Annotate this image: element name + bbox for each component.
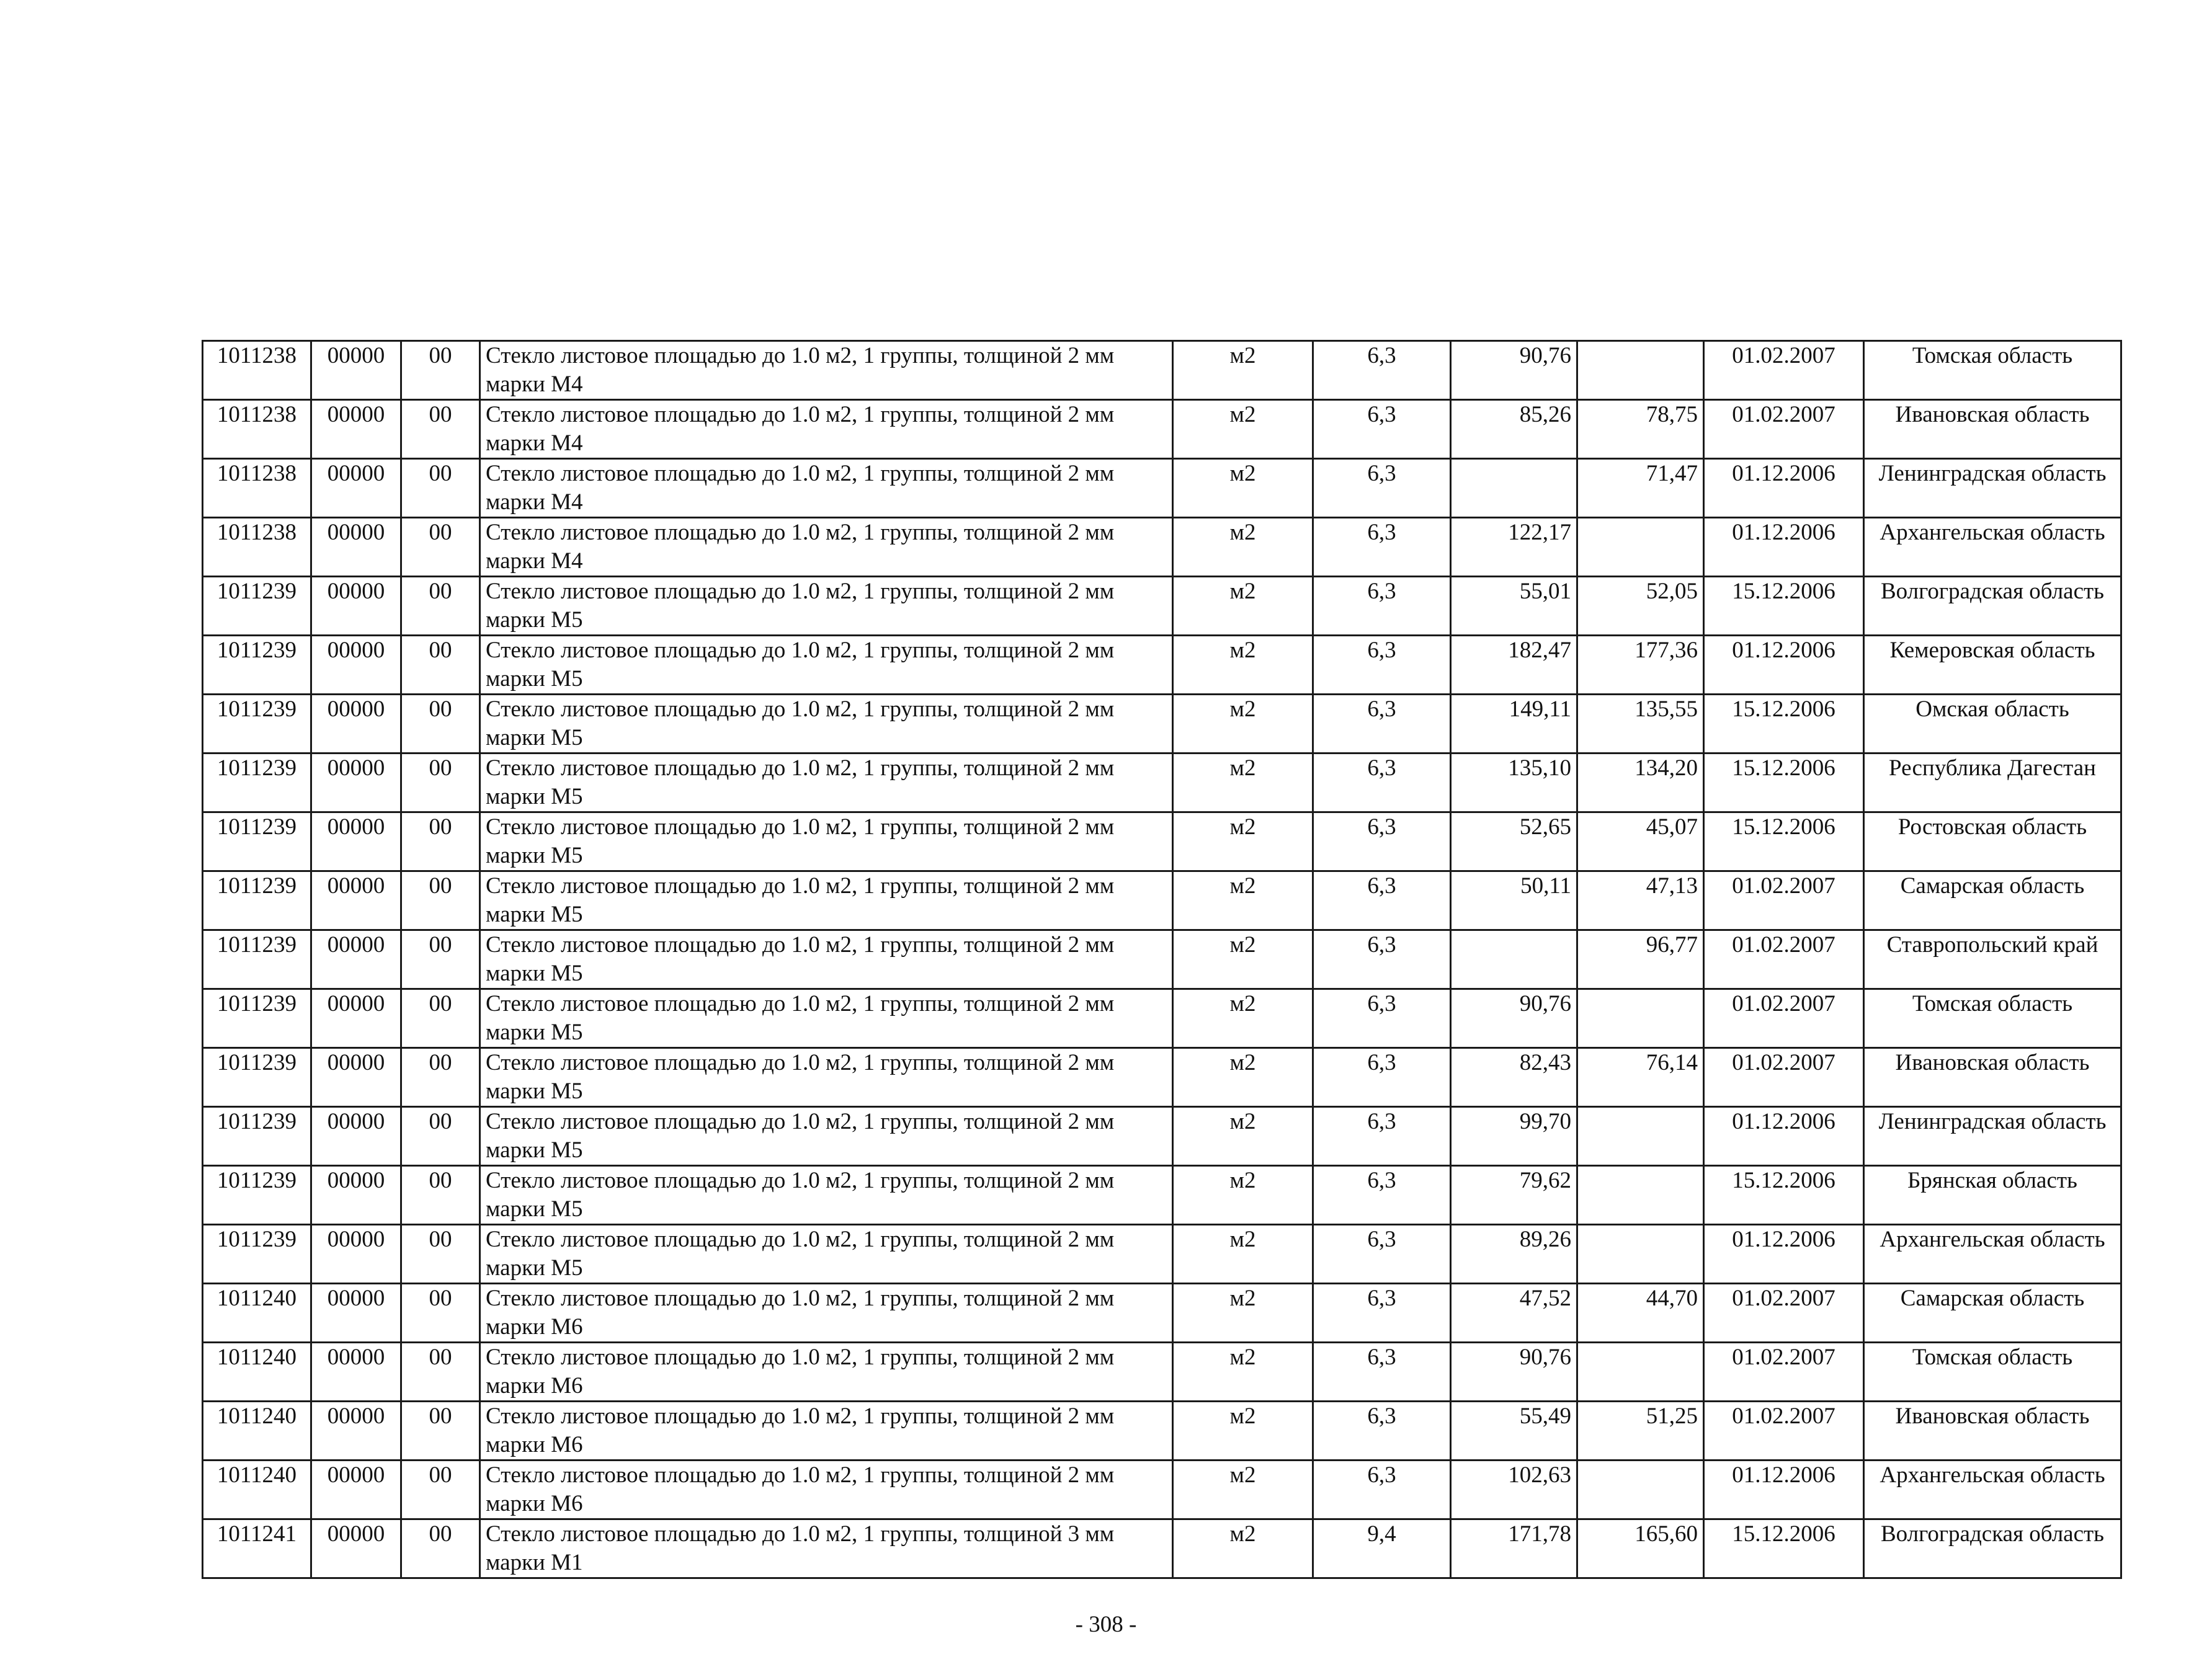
- subcode-cell: 00000: [311, 1519, 401, 1578]
- variant-cell: 00: [401, 989, 480, 1048]
- unit-cell: м2: [1173, 1402, 1313, 1461]
- date-cell: 01.02.2007: [1704, 930, 1864, 989]
- resource-code-cell: 1011239: [203, 695, 311, 754]
- subcode-cell: 00000: [311, 1048, 401, 1107]
- resource-code-cell: 1011241: [203, 1519, 311, 1578]
- resource-code-cell: 1011239: [203, 812, 311, 871]
- resource-code-cell: 1011238: [203, 518, 311, 577]
- table-row: [203, 1519, 2121, 1578]
- coefficient-cell: 6,3: [1313, 1107, 1451, 1166]
- resource-code-cell: 1011240: [203, 1461, 311, 1519]
- unit-cell: м2: [1173, 1461, 1313, 1519]
- variant-cell: 00: [401, 1048, 480, 1107]
- coefficient-cell: 6,3: [1313, 636, 1451, 695]
- price-excl-cell: 76,14: [1577, 1048, 1704, 1107]
- variant-cell: 00: [401, 636, 480, 695]
- price-excl-cell: 134,20: [1577, 754, 1704, 812]
- coefficient-cell: 6,3: [1313, 812, 1451, 871]
- price-cell: 55,49: [1451, 1402, 1577, 1461]
- region-cell: Омская область: [1864, 695, 2121, 754]
- unit-cell: м2: [1173, 400, 1313, 459]
- material-name-cell: Стекло листовое площадью до 1.0 м2, 1 группы, толщиной 2 мм марки М5: [480, 871, 1173, 930]
- resource-code-cell: 1011239: [203, 871, 311, 930]
- price-excl-cell: 177,36: [1577, 636, 1704, 695]
- table-row: [203, 1284, 2121, 1343]
- material-name-cell: Стекло листовое площадью до 1.0 м2, 1 группы, толщиной 2 мм марки М5: [480, 754, 1173, 812]
- coefficient-cell: 6,3: [1313, 930, 1451, 989]
- table-row: [203, 1166, 2121, 1225]
- unit-cell: м2: [1173, 459, 1313, 518]
- coefficient-cell: 6,3: [1313, 1461, 1451, 1519]
- price-excl-cell: 135,55: [1577, 695, 1704, 754]
- material-name-cell: Стекло листовое площадью до 1.0 м2, 1 группы, толщиной 2 мм марки М4: [480, 459, 1173, 518]
- coefficient-cell: 6,3: [1313, 518, 1451, 577]
- price-excl-cell: 96,77: [1577, 930, 1704, 989]
- material-name-cell: Стекло листовое площадью до 1.0 м2, 1 группы, толщиной 2 мм марки М5: [480, 1166, 1173, 1225]
- price-excl-cell: 47,13: [1577, 871, 1704, 930]
- material-name-cell: Стекло листовое площадью до 1.0 м2, 1 группы, толщиной 2 мм марки М4: [480, 341, 1173, 400]
- subcode-cell: 00000: [311, 871, 401, 930]
- date-cell: 15.12.2006: [1704, 812, 1864, 871]
- unit-cell: м2: [1173, 754, 1313, 812]
- table-row: [203, 459, 2121, 518]
- material-name-cell: Стекло листовое площадью до 1.0 м2, 1 группы, толщиной 3 мм марки М1: [480, 1519, 1173, 1578]
- variant-cell: 00: [401, 930, 480, 989]
- variant-cell: 00: [401, 518, 480, 577]
- date-cell: 15.12.2006: [1704, 754, 1864, 812]
- coefficient-cell: 6,3: [1313, 871, 1451, 930]
- table-row: [203, 695, 2121, 754]
- subcode-cell: 00000: [311, 1461, 401, 1519]
- region-cell: Ивановская область: [1864, 400, 2121, 459]
- subcode-cell: 00000: [311, 754, 401, 812]
- table-row: [203, 518, 2121, 577]
- region-cell: Архангельская область: [1864, 518, 2121, 577]
- price-table: [202, 340, 2122, 1579]
- variant-cell: 00: [401, 1519, 480, 1578]
- price-cell: 135,10: [1451, 754, 1577, 812]
- table-row: [203, 1048, 2121, 1107]
- coefficient-cell: 6,3: [1313, 459, 1451, 518]
- variant-cell: 00: [401, 754, 480, 812]
- table-row: [203, 989, 2121, 1048]
- date-cell: 01.02.2007: [1704, 1048, 1864, 1107]
- table-row: [203, 871, 2121, 930]
- material-name-cell: Стекло листовое площадью до 1.0 м2, 1 группы, толщиной 2 мм марки М5: [480, 636, 1173, 695]
- price-cell: 122,17: [1451, 518, 1577, 577]
- coefficient-cell: 6,3: [1313, 341, 1451, 400]
- price-cell: [1451, 459, 1577, 518]
- unit-cell: м2: [1173, 1107, 1313, 1166]
- price-excl-cell: [1577, 1461, 1704, 1519]
- price-cell: 182,47: [1451, 636, 1577, 695]
- unit-cell: м2: [1173, 1284, 1313, 1343]
- price-cell: 82,43: [1451, 1048, 1577, 1107]
- variant-cell: 00: [401, 341, 480, 400]
- price-cell: 79,62: [1451, 1166, 1577, 1225]
- variant-cell: 00: [401, 1402, 480, 1461]
- price-cell: 89,26: [1451, 1225, 1577, 1284]
- material-name-cell: Стекло листовое площадью до 1.0 м2, 1 группы, толщиной 2 мм марки М5: [480, 577, 1173, 636]
- unit-cell: м2: [1173, 1519, 1313, 1578]
- region-cell: Ивановская область: [1864, 1048, 2121, 1107]
- resource-code-cell: 1011239: [203, 930, 311, 989]
- price-cell: 85,26: [1451, 400, 1577, 459]
- region-cell: Томская область: [1864, 1343, 2121, 1402]
- subcode-cell: 00000: [311, 812, 401, 871]
- material-name-cell: Стекло листовое площадью до 1.0 м2, 1 группы, толщиной 2 мм марки М6: [480, 1402, 1173, 1461]
- price-cell: 52,65: [1451, 812, 1577, 871]
- region-cell: Республика Дагестан: [1864, 754, 2121, 812]
- variant-cell: 00: [401, 812, 480, 871]
- date-cell: 01.02.2007: [1704, 341, 1864, 400]
- coefficient-cell: 9,4: [1313, 1519, 1451, 1578]
- price-excl-cell: 165,60: [1577, 1519, 1704, 1578]
- table-row: [203, 812, 2121, 871]
- price-excl-cell: [1577, 341, 1704, 400]
- date-cell: 15.12.2006: [1704, 1166, 1864, 1225]
- table-row: [203, 754, 2121, 812]
- unit-cell: м2: [1173, 1225, 1313, 1284]
- coefficient-cell: 6,3: [1313, 577, 1451, 636]
- resource-code-cell: 1011239: [203, 1107, 311, 1166]
- subcode-cell: 00000: [311, 400, 401, 459]
- table-row: [203, 1461, 2121, 1519]
- page-number: - 308 -: [1075, 1612, 1137, 1637]
- table-row: [203, 1225, 2121, 1284]
- price-cell: 149,11: [1451, 695, 1577, 754]
- material-name-cell: Стекло листовое площадью до 1.0 м2, 1 группы, толщиной 2 мм марки М5: [480, 695, 1173, 754]
- variant-cell: 00: [401, 1166, 480, 1225]
- resource-code-cell: 1011239: [203, 1048, 311, 1107]
- table-row: [203, 341, 2121, 400]
- date-cell: 01.12.2006: [1704, 459, 1864, 518]
- price-cell: 90,76: [1451, 989, 1577, 1048]
- region-cell: Ленинградская область: [1864, 1107, 2121, 1166]
- date-cell: 01.12.2006: [1704, 1225, 1864, 1284]
- subcode-cell: 00000: [311, 459, 401, 518]
- resource-code-cell: 1011239: [203, 1166, 311, 1225]
- price-cell: 47,52: [1451, 1284, 1577, 1343]
- date-cell: 01.02.2007: [1704, 871, 1864, 930]
- region-cell: Архангельская область: [1864, 1225, 2121, 1284]
- date-cell: 01.12.2006: [1704, 1107, 1864, 1166]
- resource-code-cell: 1011240: [203, 1284, 311, 1343]
- material-name-cell: Стекло листовое площадью до 1.0 м2, 1 группы, толщиной 2 мм марки М6: [480, 1284, 1173, 1343]
- subcode-cell: 00000: [311, 930, 401, 989]
- subcode-cell: 00000: [311, 518, 401, 577]
- price-cell: 90,76: [1451, 341, 1577, 400]
- price-cell: 102,63: [1451, 1461, 1577, 1519]
- resource-code-cell: 1011239: [203, 989, 311, 1048]
- price-excl-cell: 52,05: [1577, 577, 1704, 636]
- resource-code-cell: 1011239: [203, 577, 311, 636]
- date-cell: 01.02.2007: [1704, 1402, 1864, 1461]
- variant-cell: 00: [401, 871, 480, 930]
- region-cell: Ростовская область: [1864, 812, 2121, 871]
- date-cell: 01.02.2007: [1704, 400, 1864, 459]
- region-cell: Самарская область: [1864, 871, 2121, 930]
- subcode-cell: 00000: [311, 1343, 401, 1402]
- material-name-cell: Стекло листовое площадью до 1.0 м2, 1 группы, толщиной 2 мм марки М4: [480, 400, 1173, 459]
- price-excl-cell: [1577, 1225, 1704, 1284]
- table-row: [203, 577, 2121, 636]
- coefficient-cell: 6,3: [1313, 754, 1451, 812]
- region-cell: Ленинградская область: [1864, 459, 2121, 518]
- table-body: [203, 341, 2121, 1578]
- material-name-cell: Стекло листовое площадью до 1.0 м2, 1 группы, толщиной 2 мм марки М5: [480, 1225, 1173, 1284]
- variant-cell: 00: [401, 1225, 480, 1284]
- region-cell: Волгоградская область: [1864, 577, 2121, 636]
- unit-cell: м2: [1173, 1343, 1313, 1402]
- date-cell: 15.12.2006: [1704, 577, 1864, 636]
- table-row: [203, 1402, 2121, 1461]
- resource-code-cell: 1011239: [203, 1225, 311, 1284]
- date-cell: 01.12.2006: [1704, 518, 1864, 577]
- subcode-cell: 00000: [311, 695, 401, 754]
- price-excl-cell: [1577, 1166, 1704, 1225]
- subcode-cell: 00000: [311, 341, 401, 400]
- price-excl-cell: [1577, 518, 1704, 577]
- resource-code-cell: 1011239: [203, 636, 311, 695]
- variant-cell: 00: [401, 1107, 480, 1166]
- subcode-cell: 00000: [311, 1402, 401, 1461]
- table-row: [203, 400, 2121, 459]
- resource-code-cell: 1011238: [203, 341, 311, 400]
- subcode-cell: 00000: [311, 577, 401, 636]
- coefficient-cell: 6,3: [1313, 1402, 1451, 1461]
- unit-cell: м2: [1173, 1166, 1313, 1225]
- price-excl-cell: 51,25: [1577, 1402, 1704, 1461]
- price-excl-cell: [1577, 1343, 1704, 1402]
- price-excl-cell: 78,75: [1577, 400, 1704, 459]
- coefficient-cell: 6,3: [1313, 695, 1451, 754]
- resource-code-cell: 1011238: [203, 459, 311, 518]
- coefficient-cell: 6,3: [1313, 1284, 1451, 1343]
- material-name-cell: Стекло листовое площадью до 1.0 м2, 1 группы, толщиной 2 мм марки М6: [480, 1461, 1173, 1519]
- subcode-cell: 00000: [311, 989, 401, 1048]
- resource-code-cell: 1011239: [203, 754, 311, 812]
- coefficient-cell: 6,3: [1313, 1166, 1451, 1225]
- date-cell: 15.12.2006: [1704, 695, 1864, 754]
- unit-cell: м2: [1173, 812, 1313, 871]
- subcode-cell: 00000: [311, 1166, 401, 1225]
- material-name-cell: Стекло листовое площадью до 1.0 м2, 1 группы, толщиной 2 мм марки М5: [480, 989, 1173, 1048]
- variant-cell: 00: [401, 459, 480, 518]
- region-cell: Ивановская область: [1864, 1402, 2121, 1461]
- table-row: [203, 636, 2121, 695]
- subcode-cell: 00000: [311, 636, 401, 695]
- material-name-cell: Стекло листовое площадью до 1.0 м2, 1 группы, толщиной 2 мм марки М5: [480, 812, 1173, 871]
- table-row: [203, 1107, 2121, 1166]
- price-cell: 50,11: [1451, 871, 1577, 930]
- unit-cell: м2: [1173, 871, 1313, 930]
- unit-cell: м2: [1173, 1048, 1313, 1107]
- price-excl-cell: [1577, 989, 1704, 1048]
- date-cell: 01.12.2006: [1704, 636, 1864, 695]
- date-cell: 01.02.2007: [1704, 1284, 1864, 1343]
- price-cell: 171,78: [1451, 1519, 1577, 1578]
- resource-code-cell: 1011238: [203, 400, 311, 459]
- price-cell: 90,76: [1451, 1343, 1577, 1402]
- price-cell: [1451, 930, 1577, 989]
- subcode-cell: 00000: [311, 1225, 401, 1284]
- region-cell: Томская область: [1864, 989, 2121, 1048]
- unit-cell: м2: [1173, 518, 1313, 577]
- table-row: [203, 1343, 2121, 1402]
- region-cell: Ставропольский край: [1864, 930, 2121, 989]
- material-name-cell: Стекло листовое площадью до 1.0 м2, 1 группы, толщиной 2 мм марки М4: [480, 518, 1173, 577]
- coefficient-cell: 6,3: [1313, 989, 1451, 1048]
- variant-cell: 00: [401, 400, 480, 459]
- variant-cell: 00: [401, 1343, 480, 1402]
- region-cell: Томская область: [1864, 341, 2121, 400]
- price-excl-cell: 71,47: [1577, 459, 1704, 518]
- region-cell: Самарская область: [1864, 1284, 2121, 1343]
- coefficient-cell: 6,3: [1313, 1343, 1451, 1402]
- price-excl-cell: [1577, 1107, 1704, 1166]
- date-cell: 15.12.2006: [1704, 1519, 1864, 1578]
- material-name-cell: Стекло листовое площадью до 1.0 м2, 1 группы, толщиной 2 мм марки М5: [480, 1048, 1173, 1107]
- resource-code-cell: 1011240: [203, 1402, 311, 1461]
- variant-cell: 00: [401, 1461, 480, 1519]
- coefficient-cell: 6,3: [1313, 1048, 1451, 1107]
- price-excl-cell: 45,07: [1577, 812, 1704, 871]
- material-name-cell: Стекло листовое площадью до 1.0 м2, 1 группы, толщиной 2 мм марки М5: [480, 930, 1173, 989]
- unit-cell: м2: [1173, 989, 1313, 1048]
- region-cell: Брянская область: [1864, 1166, 2121, 1225]
- variant-cell: 00: [401, 1284, 480, 1343]
- variant-cell: 00: [401, 695, 480, 754]
- coefficient-cell: 6,3: [1313, 1225, 1451, 1284]
- price-cell: 99,70: [1451, 1107, 1577, 1166]
- price-excl-cell: 44,70: [1577, 1284, 1704, 1343]
- unit-cell: м2: [1173, 695, 1313, 754]
- material-name-cell: Стекло листовое площадью до 1.0 м2, 1 группы, толщиной 2 мм марки М5: [480, 1107, 1173, 1166]
- unit-cell: м2: [1173, 930, 1313, 989]
- date-cell: 01.02.2007: [1704, 989, 1864, 1048]
- table-row: [203, 930, 2121, 989]
- coefficient-cell: 6,3: [1313, 400, 1451, 459]
- subcode-cell: 00000: [311, 1107, 401, 1166]
- region-cell: Кемеровская область: [1864, 636, 2121, 695]
- subcode-cell: 00000: [311, 1284, 401, 1343]
- date-cell: 01.02.2007: [1704, 1343, 1864, 1402]
- region-cell: Волгоградская область: [1864, 1519, 2121, 1578]
- material-name-cell: Стекло листовое площадью до 1.0 м2, 1 группы, толщиной 2 мм марки М6: [480, 1343, 1173, 1402]
- date-cell: 01.12.2006: [1704, 1461, 1864, 1519]
- unit-cell: м2: [1173, 341, 1313, 400]
- resource-code-cell: 1011240: [203, 1343, 311, 1402]
- unit-cell: м2: [1173, 577, 1313, 636]
- variant-cell: 00: [401, 577, 480, 636]
- unit-cell: м2: [1173, 636, 1313, 695]
- region-cell: Архангельская область: [1864, 1461, 2121, 1519]
- price-cell: 55,01: [1451, 577, 1577, 636]
